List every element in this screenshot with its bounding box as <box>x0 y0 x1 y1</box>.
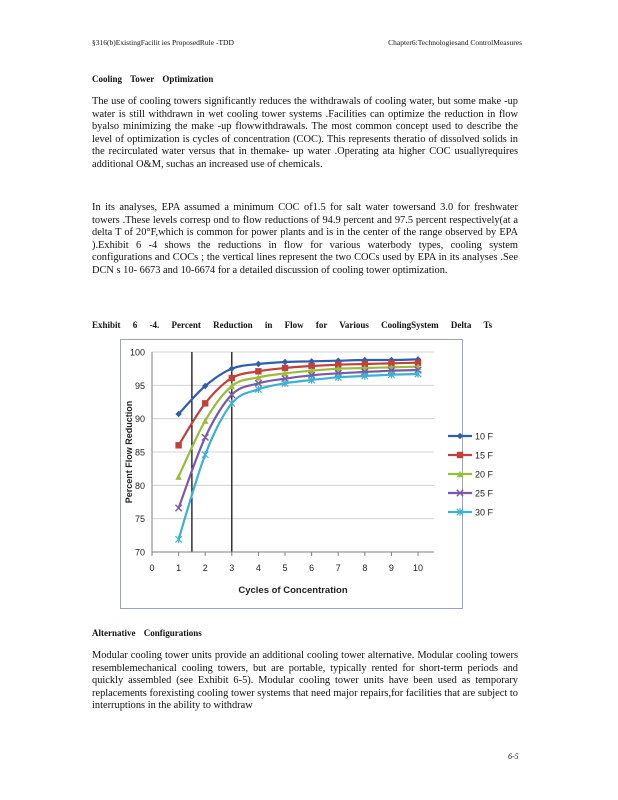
exhibit-caption: Exhibit 6 -4. Percent Reduction in Flow for Various CoolingSystem Delta Ts <box>92 320 493 330</box>
x-tick-label: 7 <box>335 563 341 573</box>
legend-marker-15f <box>457 452 463 458</box>
x-tick-label: 6 <box>309 563 315 573</box>
x-tick-label: 1 <box>176 563 182 573</box>
data-point-15f <box>175 442 181 448</box>
y-tick-label: 100 <box>129 347 145 358</box>
legend-label-30f: 30 F <box>475 507 494 518</box>
running-header-right: Chapter6:Technologiesand ControlMeasures <box>388 38 522 47</box>
x-tick-label: 4 <box>255 563 261 573</box>
data-point-15f <box>255 368 261 374</box>
x-tick-label: 5 <box>282 563 288 573</box>
y-tick-label: 80 <box>134 480 145 491</box>
paragraph-epa-analyses: In its analyses, EPA assumed a minimum COC of1.5 for salt water towersand 3.0 for freshwater towers .These levels corresp ond to flow reductions of 94.9 percent and 97.5 percent respectively(at a delta T of 20°F,which is common for power plants and is in the center of the range observed by EPA ).Exhibit 6 -4 shows the reductions in flow for various waterbody types, cooling system configurations and COCs ; the vertical lines represent the two COCs used by EPA in its analyses .See DCN s 10- 6673 and 10-6674 for a detailed discussion of cooling tower optimization. <box>92 202 518 276</box>
y-tick-label: 70 <box>134 547 145 558</box>
flow-reduction-chart <box>120 339 494 609</box>
paragraph-modular-cooling-towers: Modular cooling tower units provide an additional cooling tower alternative. Modular cooling towers resemblemechanical cooling towers, but are portable, typically rented for short-term periods and quickly assembled (see Exhibit 6-5). Modular cooling tower units have been used as temporary replacements forexisting cooling tower systems that need major repairs,for facilities that are subject to interruptions in the ability to withdraw <box>92 650 518 712</box>
y-tick-label: 95 <box>134 380 145 391</box>
x-tick-label: 8 <box>362 563 368 573</box>
paragraph-cooling-tower-intro: The use of cooling towers significantly reduces the withdrawals of cooling water, but some make -up water is still withdrawn in wet cooling tower systems .Facilities can optimize the reduction in flow byalso minimizing the make -up flowwithdrawals. The most common concept used to describe the level of optimization is cycles of concentration (COC). This represents theratio of dissolved solids in the recirculated water versus that in themake- up water .Operating ata higher COC usuallyrequires additional O&M, suchas an increased use of chemicals. <box>92 96 518 170</box>
x-tick-label: 9 <box>388 563 394 573</box>
y-tick-label: 90 <box>134 414 145 425</box>
y-tick-label: 85 <box>134 447 145 458</box>
x-tick-label: 10 <box>413 563 424 573</box>
x-tick-label: 3 <box>229 563 235 573</box>
chart-svg <box>120 339 494 609</box>
data-point-15f <box>229 375 235 381</box>
x-axis-title: Cycles of Concentration <box>238 585 348 596</box>
legend-label-25f: 25 F <box>475 488 494 499</box>
data-point-15f <box>202 400 208 406</box>
x-tick-label: 0 <box>149 563 155 573</box>
section-title-alternative-configurations: Alternative Configurations <box>92 628 202 638</box>
page-number: 6-5 <box>508 752 519 761</box>
running-header-left: §316(b)ExistingFacilit ies ProposedRule -TDD <box>92 38 234 47</box>
legend-label-10f: 10 F <box>475 431 494 442</box>
legend-label-15f: 15 F <box>475 450 494 461</box>
x-tick-label: 2 <box>202 563 208 573</box>
section-title-cooling-tower-optimization: Cooling Tower Optimization <box>92 74 214 84</box>
legend-label-20f: 20 F <box>475 469 494 480</box>
y-axis-title: Percent Flow Reduction <box>124 400 134 504</box>
y-tick-label: 75 <box>134 514 145 525</box>
